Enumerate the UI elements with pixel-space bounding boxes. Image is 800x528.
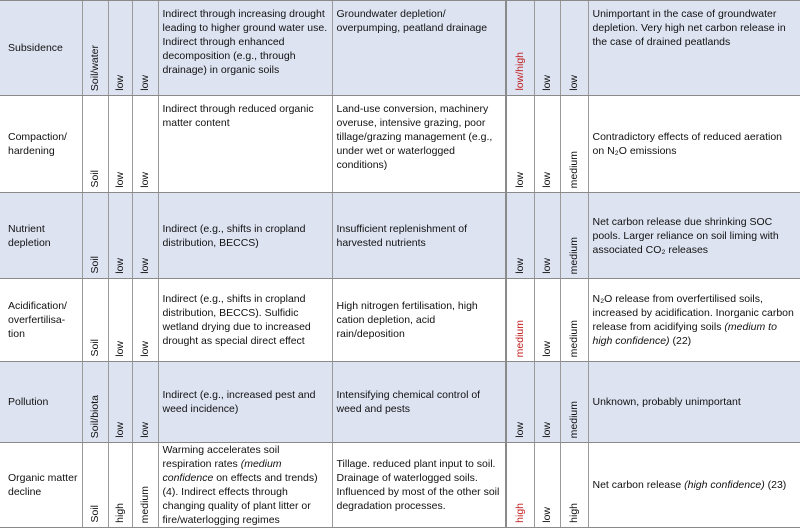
climate-link-text-rest: on effects and trends) (4). Indirect effects through changing quality of plant litter or fire/waterlogging regimes [162,472,318,526]
rating-value: low [139,341,151,357]
rating-cell [534,279,560,362]
rating-cell [560,279,588,362]
rating-value: low [514,258,527,274]
rating-value: medium [568,236,580,274]
component-cell [82,362,108,443]
rating-cell [506,193,534,279]
rating-value: low [114,75,126,91]
rating-cell [132,443,158,528]
rating-value: low [541,258,553,274]
component-label: Soil/biota [89,394,101,438]
rating-cell [132,279,158,362]
table-row [0,193,800,279]
rating-cell [534,443,560,528]
reference-note: (23) [764,479,787,491]
rating-cell [132,96,158,193]
rating-cell [108,193,132,279]
rating-value: low [114,258,126,274]
rating-value: medium [568,150,580,188]
rating-value: low [541,75,553,91]
climate-link-cell: Indirect through reduced organic matter content [158,96,332,193]
rating-cell [108,443,132,528]
rating-value: low [541,172,553,188]
process-name: Subsidence [0,1,82,96]
rating-value: low [139,258,151,274]
rating-value: low [514,422,527,438]
drivers-cell: Insufficient replenishment of harvested nutrients [332,193,506,279]
reference-note: (22) [669,335,692,347]
ghg-effect-cell: Unknown, probably unimportant [588,362,800,443]
rating-cell [506,1,534,96]
rating-cell [534,1,560,96]
rating-cell [108,1,132,96]
confidence-note: (medium to high confidence) [592,321,777,347]
rating-cell [132,193,158,279]
rating-cell [132,1,158,96]
rating-value: medium [568,319,580,357]
rating-cell [506,362,534,443]
table-row [0,279,800,362]
climate-link-cell: Indirect (e.g., shifts in cropland distribution, BECCS). Sulfidic wetland drying due to increased drought as special direct effect [158,279,332,362]
rating-value: medium [139,485,151,523]
rating-cell [560,1,588,96]
component-cell [82,1,108,96]
drivers-cell: High nitrogen fertilisation, high cation depletion, acid rain/deposition [332,279,506,362]
rating-value: low [541,507,553,523]
ghg-text: N₂O release from overfertilised soils, increased by acidification. Inorganic carbon release from acidifying soils [592,293,794,333]
climate-link-cell: Indirect (e.g., increased pest and weed incidence) [158,362,332,443]
process-name: Nutrient depletion [0,193,82,279]
rating-cell [560,193,588,279]
drivers-cell: Intensifying chemical control of weed and pests [332,362,506,443]
rating-value: low [114,172,126,188]
rating-value: low [139,75,151,91]
rating-cell [534,193,560,279]
table-row [0,96,800,193]
rating-value: low [541,422,553,438]
rating-value: low [114,422,126,438]
component-cell [82,443,108,528]
rating-cell [560,96,588,193]
ghg-effect-cell: Unimportant in the case of groundwater depletion. Very high net carbon release in the case of drained peatlands [588,1,800,96]
drivers-cell: Tillage. reduced plant input to soil. Drainage of waterlogged soils. Influenced by most of the other soil degradation processes. [332,443,506,528]
climate-link-cell: Indirect through increasing drought leading to higher ground water use. Indirect through enhanced decomposition (e.g., through drainage) in organic soils [158,1,332,96]
component-cell [82,279,108,362]
rating-value: low [139,422,151,438]
ghg-effect-cell [588,443,800,528]
component-label: Soil [89,339,101,357]
table-row [0,1,800,96]
component-cell [82,96,108,193]
component-cell [82,193,108,279]
ghg-text: Net carbon release [592,479,685,491]
rating-value-highlight: low/high [514,52,527,91]
process-name: Compaction/ hardening [0,96,82,193]
rating-value: medium [568,400,580,438]
rating-cell [108,279,132,362]
rating-value: low [114,341,126,357]
process-name: Organic matter decline [0,443,82,528]
component-label: Soil [89,505,101,523]
rating-value: high [568,503,580,523]
process-name: Acidification/ overfertilisa-tion [0,279,82,362]
rating-cell [132,362,158,443]
rating-value-highlight: medium [514,319,527,357]
rating-cell [534,362,560,443]
confidence-note: (medium confidence [162,458,282,484]
rating-cell [534,96,560,193]
table-row [0,443,800,528]
table-row [0,362,800,443]
ghg-effect-cell: Net carbon release due shrinking SOC pools. Larger reliance on soil liming with associated CO₂ releases [588,193,800,279]
rating-cell [506,443,534,528]
climate-link-cell [158,443,332,528]
component-label: Soil [89,256,101,274]
process-name: Pollution [0,362,82,443]
climate-link-cell: Indirect (e.g., shifts in cropland distribution, BECCS) [158,193,332,279]
ghg-effect-cell: Contradictory effects of reduced aeration on N₂O emissions [588,96,800,193]
rating-value: low [541,341,553,357]
drivers-cell: Land-use conversion, machinery overuse, intensive grazing, poor tillage/grazing management (e.g., under wet or waterlogged conditions) [332,96,506,193]
rating-value: low [514,172,527,188]
rating-cell [560,362,588,443]
rating-cell [560,443,588,528]
component-label: Soil/water [89,44,101,91]
rating-cell [108,96,132,193]
rating-value-highlight: high [514,503,527,523]
rating-value: low [139,172,151,188]
rating-cell [506,96,534,193]
confidence-note: (high confidence) [684,479,765,491]
component-label: Soil [89,170,101,188]
rating-cell [506,279,534,362]
drivers-cell: Groundwater depletion/ overpumping, peatland drainage [332,1,506,96]
rating-value: low [568,75,580,91]
rating-cell [108,362,132,443]
ghg-effect-cell [588,279,800,362]
climate-link-text: Warming accelerates soil respiration rates [162,444,280,470]
rating-value: high [114,503,126,523]
